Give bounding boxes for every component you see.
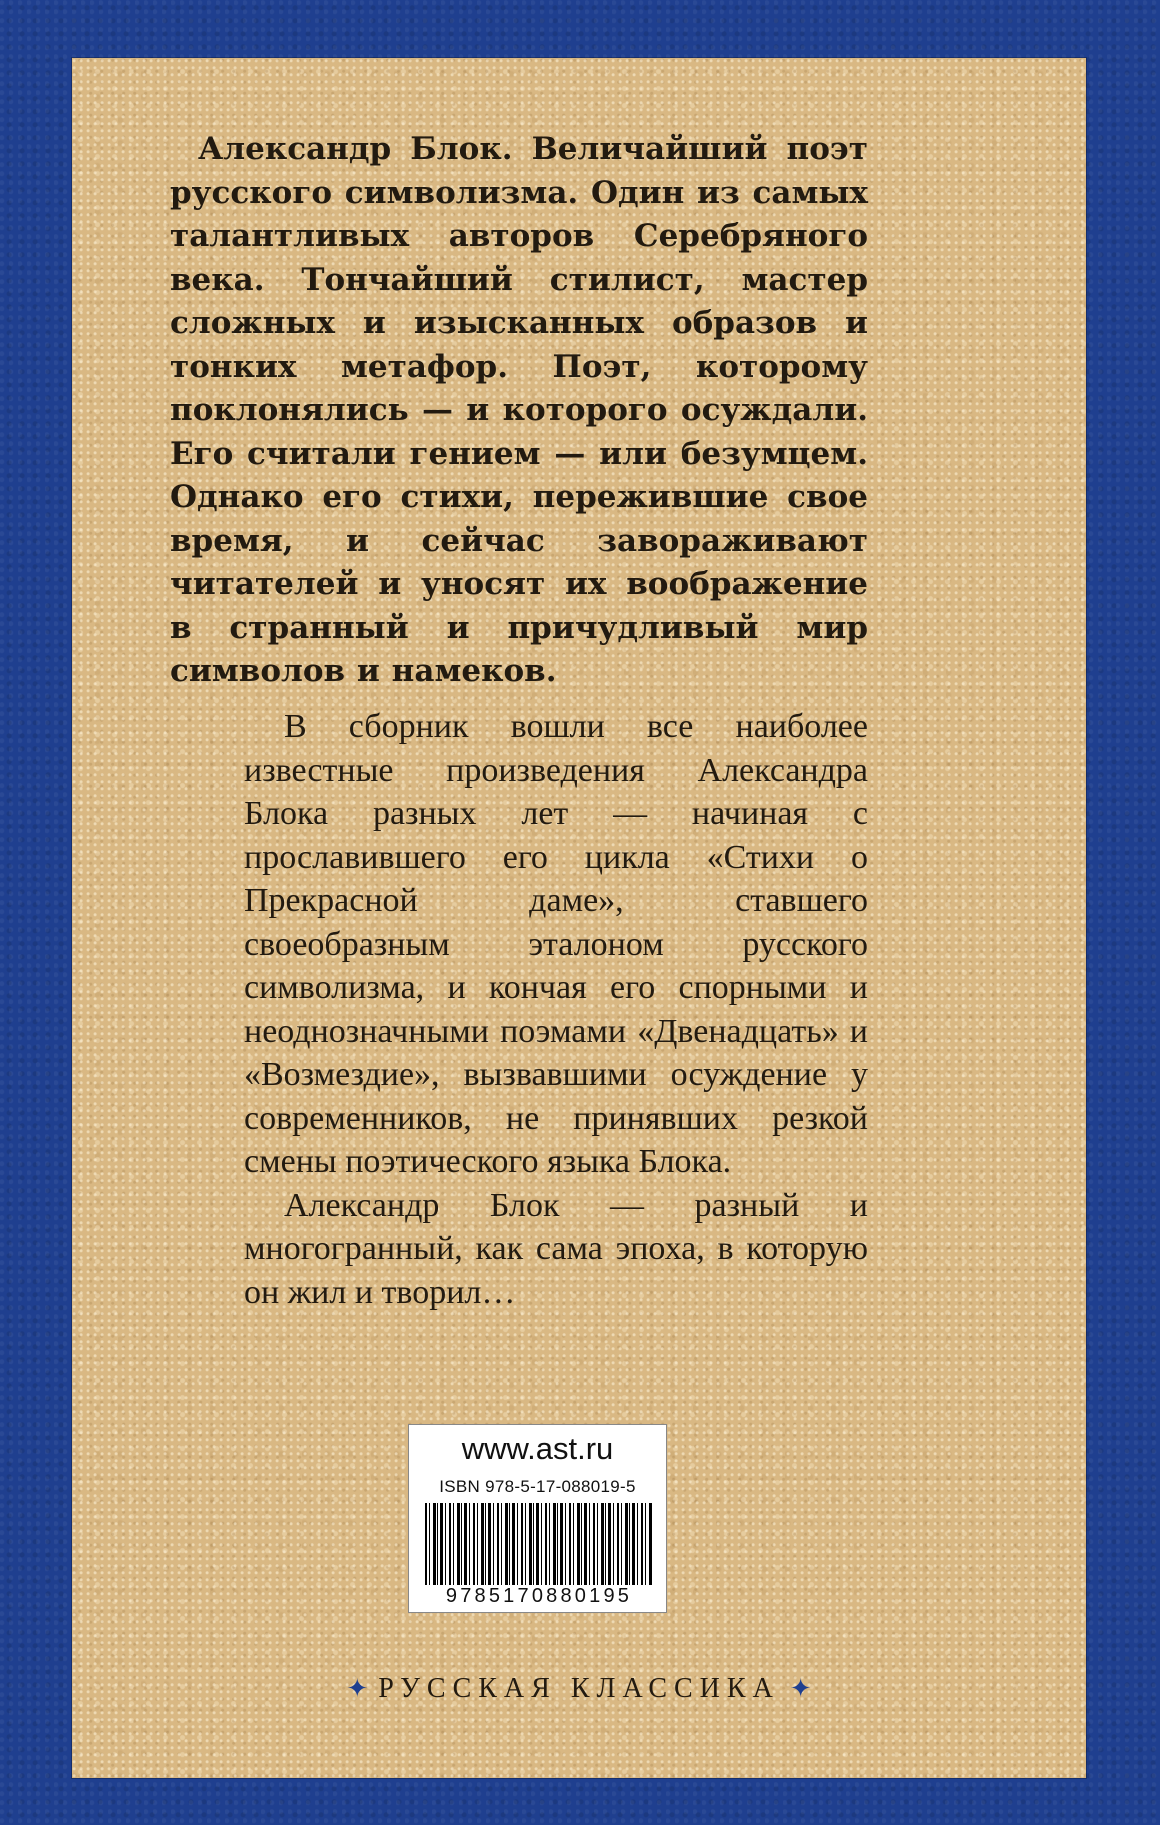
barcode-bars xyxy=(425,1503,653,1587)
barcode-box xyxy=(408,1424,667,1613)
publisher-url: www.ast.ru xyxy=(461,1431,614,1466)
barcode-number: 9785170880195 xyxy=(419,1585,659,1608)
isbn-text: ISBN 978-5-17-088019-5 xyxy=(439,1477,636,1496)
ornament-right-icon: ✦ xyxy=(789,1674,812,1703)
series-line xyxy=(72,1673,1086,1705)
description-paragraph-2: Александр Блок — разный и многогранный, как сама эпоха, в которую он жил и творил… xyxy=(244,1186,868,1311)
bold-annotation: Александр Блок. Величайший поэт русского символизма. Один из самых талантливых авторов Серебряного века. Тончайший стилист, мастер сложных и изысканных образов и тонких метафор. Поэт, которому поклонялись — и которого осуждали. Его считали гением — или безумцем. Однако его стихи, пережившие свое время, и сейчас завораживают читателей и уносят их воображение в странный и причудливый мир символов и намеков. xyxy=(170,131,868,689)
description-paragraph-1: В сборник вошли все наиболее известные произведения Александра Блока разных лет — начиная с прославившего его цикла «Стихи о Прекрасной даме», ставшего своеобразным эталоном русского символизма, и кончая его спорными и неоднозначными поэмами «Двенадцать» и «Возмездие», вызвавшими осуждение у современников, не принявших резкой смены поэтического языка Блока. xyxy=(244,708,868,1180)
description-block xyxy=(244,705,868,1314)
series-label: РУССКАЯ КЛАССИКА xyxy=(378,1673,780,1704)
ornament-left-icon: ✦ xyxy=(346,1674,369,1703)
